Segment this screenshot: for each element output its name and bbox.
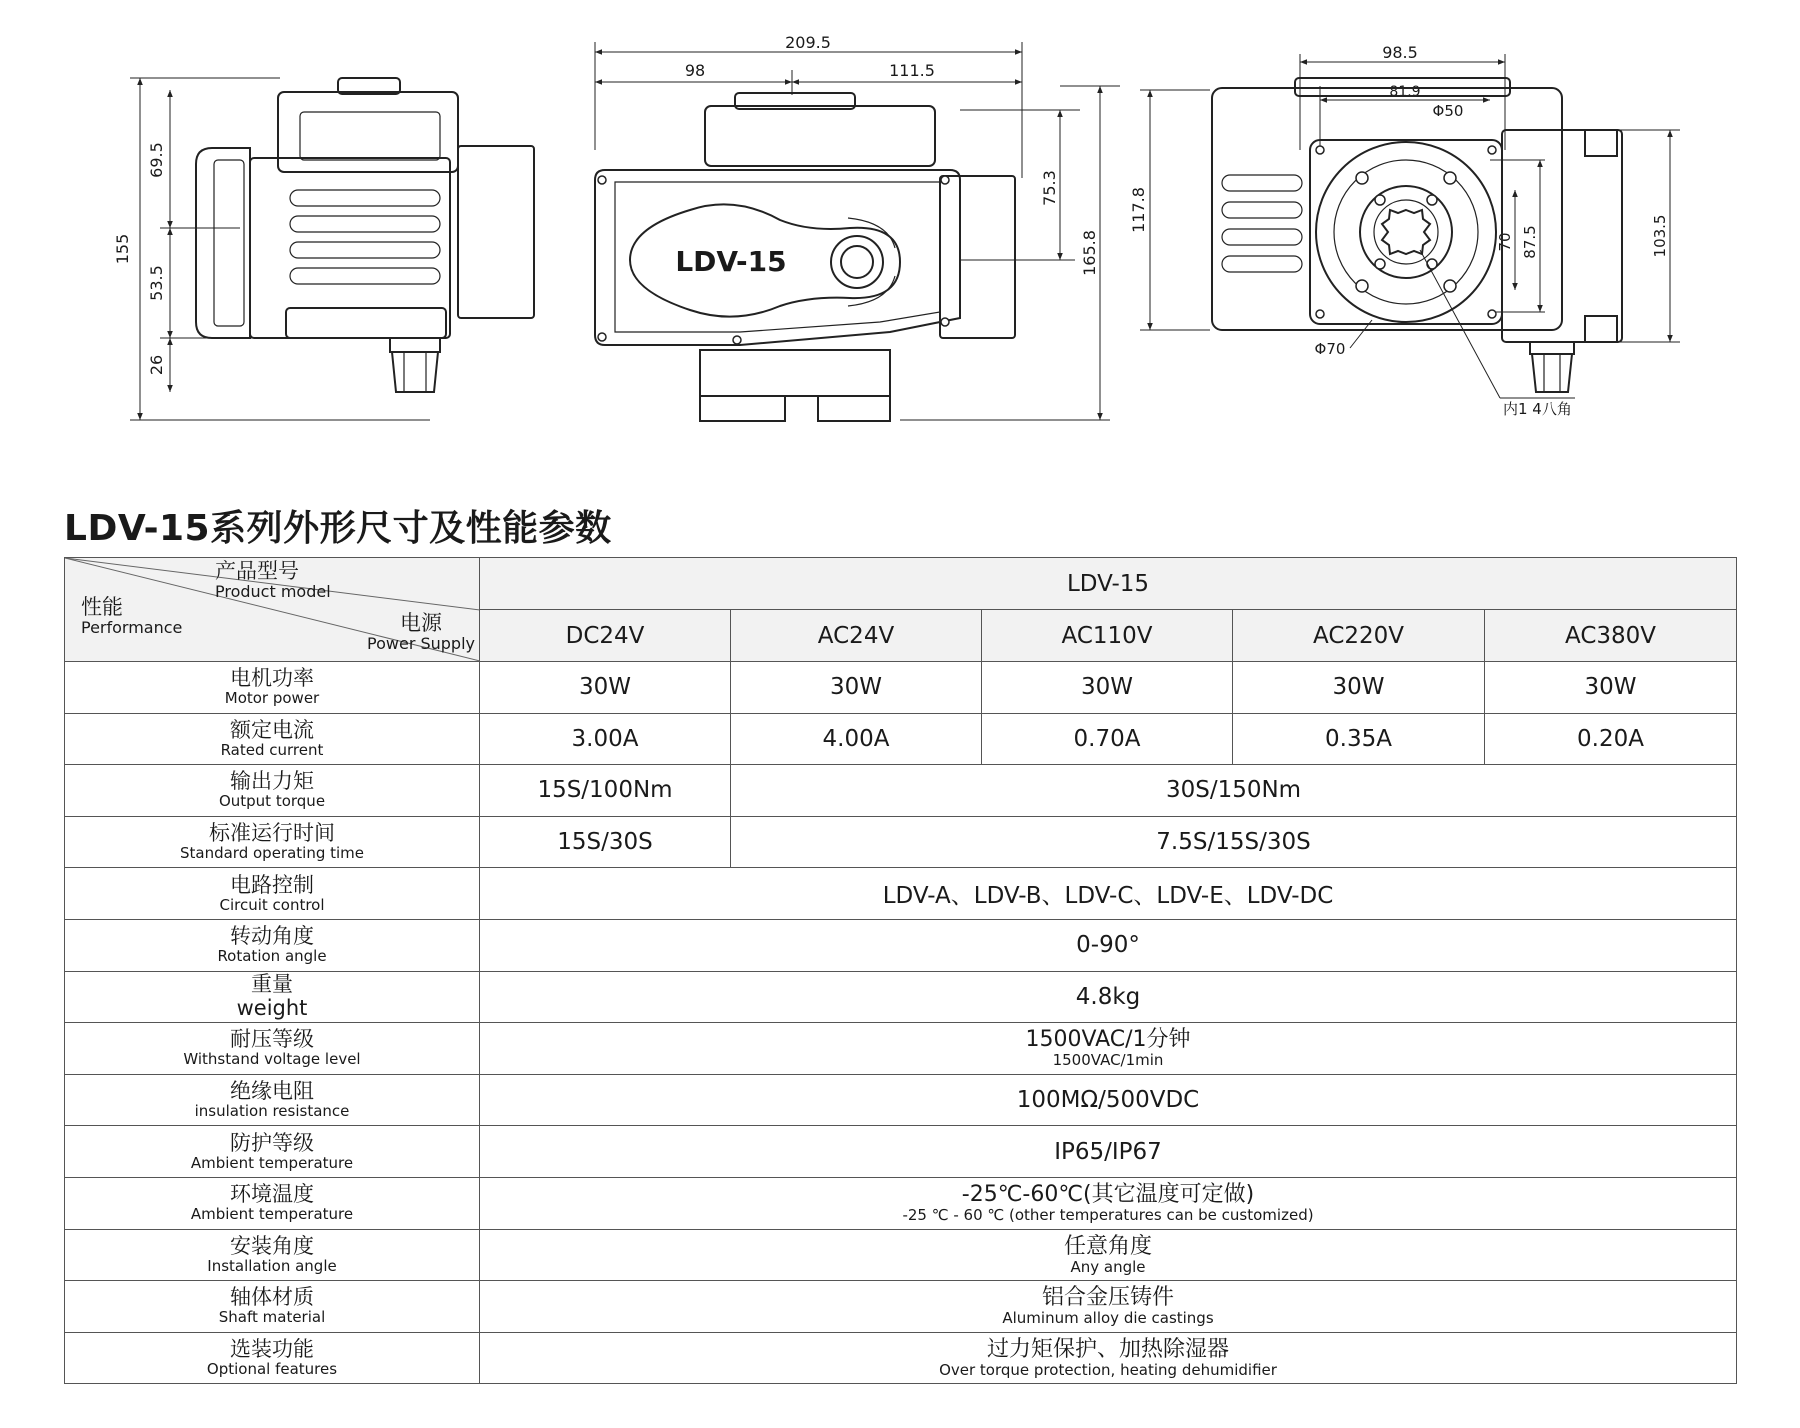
spec-table xyxy=(64,557,1737,1384)
flange-dim-height: 117.8 xyxy=(1129,187,1148,233)
row-label-en: insulation resistance xyxy=(194,1102,350,1121)
row-label xyxy=(65,1281,480,1333)
row-label-zh: 输出力矩 xyxy=(230,769,314,794)
flange-dim-width: 98.5 xyxy=(1382,43,1418,62)
row-label-zh: 耐压等级 xyxy=(230,1027,314,1052)
front-view-drawing xyxy=(113,78,534,420)
table-row-motor-power xyxy=(65,662,1737,714)
flange-dim-bolt-inner: Φ50 xyxy=(1432,102,1464,120)
table-row-insulation-resistance xyxy=(65,1074,1737,1126)
value-cell: 0.35A xyxy=(1233,713,1485,765)
row-label xyxy=(65,1023,480,1075)
side-dim-upper: 75.3 xyxy=(1040,170,1059,206)
value-cell xyxy=(480,1332,1737,1384)
supply-cell: AC380V xyxy=(1485,610,1737,662)
flange-view-drawing xyxy=(1129,43,1680,418)
table-row-installation-angle xyxy=(65,1229,1737,1281)
row-label xyxy=(65,816,480,868)
row-label xyxy=(65,1332,480,1384)
row-label-en: Ambient temperature xyxy=(190,1153,354,1172)
corner-product-model xyxy=(215,560,331,601)
corner-power-en: Power Supply xyxy=(367,634,475,653)
table-corner-cell xyxy=(65,558,480,662)
row-label xyxy=(65,919,480,971)
value-cell: 0.20A xyxy=(1485,713,1737,765)
row-label xyxy=(65,1177,480,1229)
front-dim-mid: 53.5 xyxy=(147,265,166,301)
value-main: 任意角度 xyxy=(1064,1233,1153,1259)
supply-cell: AC110V xyxy=(982,610,1233,662)
row-label xyxy=(65,868,480,920)
value-sub: -25 ℃ - 60 ℃ (other temperatures can be customized) xyxy=(902,1206,1314,1225)
value-main: 1500VAC/1分钟 xyxy=(1025,1027,1191,1053)
row-label-zh: 标准运行时间 xyxy=(209,821,335,846)
value-sub: Aluminum alloy die castings xyxy=(1002,1309,1214,1328)
front-dim-total: 155 xyxy=(113,233,132,265)
value-cell: 7.5S/15S/30S xyxy=(731,816,1737,868)
row-label xyxy=(65,765,480,817)
value-cell: 30W xyxy=(1233,662,1485,714)
value-cell: 4.8kg xyxy=(480,971,1737,1023)
row-label xyxy=(65,971,480,1023)
side-dim-left: 98 xyxy=(684,61,706,80)
front-dim-bottom: 26 xyxy=(147,354,166,376)
side-nameplate-text: LDV-15 xyxy=(675,245,787,278)
row-label-en: Optional features xyxy=(206,1360,338,1379)
value-cell: 30W xyxy=(982,662,1233,714)
value-cell: 0-90° xyxy=(480,919,1737,971)
row-label-en: Motor power xyxy=(224,689,320,708)
row-label-en: Rated current xyxy=(220,740,324,759)
row-label-zh: 转动角度 xyxy=(230,924,314,949)
table-row-protection-grade xyxy=(65,1126,1737,1178)
row-label-en: Withstand voltage level xyxy=(183,1050,361,1069)
row-label xyxy=(65,662,480,714)
value-cell: 0.70A xyxy=(982,713,1233,765)
table-row-weight xyxy=(65,971,1737,1023)
value-sub: Over torque protection, heating dehumidifier xyxy=(939,1361,1277,1380)
row-label-zh: 电机功率 xyxy=(230,666,314,691)
flange-dim-bolt-outer: Φ70 xyxy=(1314,340,1346,358)
value-cell xyxy=(480,1023,1737,1075)
row-label-en: Ambient temperature xyxy=(190,1205,354,1224)
supply-cell: AC220V xyxy=(1233,610,1485,662)
table-row-optional-features xyxy=(65,1332,1737,1384)
row-label-en: Shaft material xyxy=(218,1308,326,1327)
flange-dim-offset: 81.9 xyxy=(1389,84,1421,100)
side-dim-height: 165.8 xyxy=(1080,230,1099,276)
row-label xyxy=(65,1229,480,1281)
value-cell: 30W xyxy=(480,662,731,714)
value-cell: 4.00A xyxy=(731,713,982,765)
value-cell xyxy=(480,1229,1737,1281)
row-label-zh: 轴体材质 xyxy=(230,1285,314,1310)
flange-dim-right-height: 103.5 xyxy=(1651,214,1669,258)
value-cell: 3.00A xyxy=(480,713,731,765)
value-main: 过力矩保护、加热除湿器 xyxy=(987,1337,1230,1363)
page-title: LDV-15系列外形尺寸及性能参数 xyxy=(64,508,612,549)
row-label-en: Output torque xyxy=(218,792,326,811)
row-label-zh: 电路控制 xyxy=(230,872,314,897)
row-label-zh: 重量 xyxy=(251,972,293,997)
table-row-model xyxy=(65,558,1737,610)
value-cell: 15S/30S xyxy=(480,816,731,868)
value-cell xyxy=(480,1281,1737,1333)
value-cell: IP65/IP67 xyxy=(480,1126,1737,1178)
row-label xyxy=(65,713,480,765)
value-cell: 15S/100Nm xyxy=(480,765,731,817)
flange-drive-note: 内1 4八角 xyxy=(1503,400,1572,418)
row-label-zh: 额定电流 xyxy=(230,717,314,742)
value-cell: 30W xyxy=(1485,662,1737,714)
value-sub: Any angle xyxy=(1070,1257,1146,1276)
row-label-zh: 安装角度 xyxy=(230,1233,314,1258)
corner-model-zh: 产品型号 xyxy=(215,559,299,583)
side-view-drawing xyxy=(595,33,1120,421)
flange-dim-mid: 87.5 xyxy=(1521,225,1539,259)
supply-cell: AC24V xyxy=(731,610,982,662)
value-cell: LDV-A、LDV-B、LDV-C、LDV-E、LDV-DC xyxy=(480,868,1737,920)
row-label-zh: 防护等级 xyxy=(230,1130,314,1155)
table-row-rated-current xyxy=(65,713,1737,765)
value-sub: 1500VAC/1min xyxy=(1052,1051,1164,1070)
row-label-zh: 环境温度 xyxy=(230,1182,314,1207)
row-label-en: Standard operating time xyxy=(179,844,365,863)
corner-perf-zh: 性能 xyxy=(81,595,123,619)
row-label-zh: 绝缘电阻 xyxy=(230,1079,314,1104)
value-cell xyxy=(480,1177,1737,1229)
technical-drawings xyxy=(0,0,1800,470)
table-row-ambient-temperature xyxy=(65,1177,1737,1229)
model-header-cell: LDV-15 xyxy=(480,558,1737,610)
table-row-output-torque xyxy=(65,765,1737,817)
table-row-circuit-control xyxy=(65,868,1737,920)
corner-perf-en: Performance xyxy=(81,618,183,637)
row-label-en: Rotation angle xyxy=(217,947,327,966)
row-label-en: Circuit control xyxy=(219,895,325,914)
flange-dim-inner: 70 xyxy=(1496,232,1514,252)
row-label xyxy=(65,1074,480,1126)
row-label xyxy=(65,1126,480,1178)
row-label-zh: 选装功能 xyxy=(230,1337,314,1362)
row-label-en: weight xyxy=(236,996,308,1021)
corner-performance xyxy=(81,596,182,637)
front-dim-top: 69.5 xyxy=(147,142,166,178)
value-main: -25℃-60℃(其它温度可定做) xyxy=(961,1182,1255,1208)
side-dim-right: 111.5 xyxy=(889,61,935,80)
corner-power-zh: 电源 xyxy=(400,611,442,635)
supply-cell: DC24V xyxy=(480,610,731,662)
table-row-shaft-material xyxy=(65,1281,1737,1333)
value-cell: 30W xyxy=(731,662,982,714)
corner-model-en: Product model xyxy=(215,582,331,601)
table-row-operating-time xyxy=(65,816,1737,868)
corner-power-supply xyxy=(367,612,475,653)
value-cell: 100MΩ/500VDC xyxy=(480,1074,1737,1126)
side-dim-total-width: 209.5 xyxy=(785,33,831,52)
value-main: 铝合金压铸件 xyxy=(1042,1285,1175,1311)
value-cell: 30S/150Nm xyxy=(731,765,1737,817)
table-row-withstand-voltage xyxy=(65,1023,1737,1075)
row-label-en: Installation angle xyxy=(207,1256,337,1275)
table-row-rotation-angle xyxy=(65,919,1737,971)
